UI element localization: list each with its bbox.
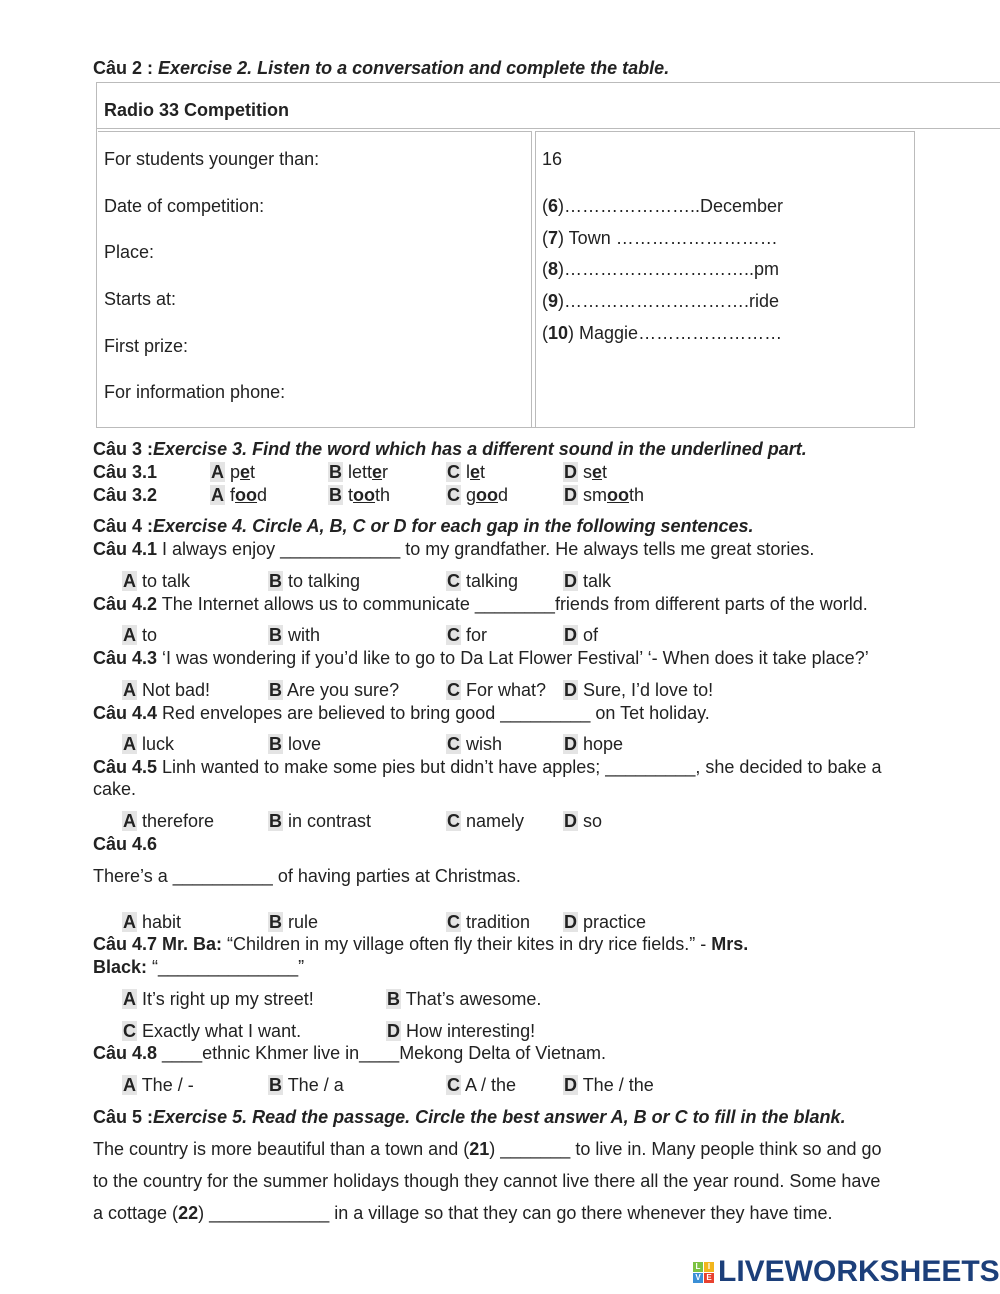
option-letter: C	[447, 462, 460, 482]
option-text: for	[466, 625, 488, 645]
option-text: d	[257, 485, 268, 505]
option-text: Exactly what I want.	[142, 1021, 302, 1041]
option-text: The / -	[141, 1075, 194, 1095]
option-text: For what?	[466, 680, 547, 700]
underlined-part: e	[372, 462, 383, 482]
answer-blank-6[interactable]: (6)…………………..December	[542, 196, 784, 216]
option-c[interactable]	[446, 911, 530, 933]
option-letter: B	[329, 485, 342, 505]
passage-line: to the country for the summer holidays though they cannot live there all the year round. Some have	[93, 1171, 881, 1191]
table-label: Starts at:	[104, 289, 177, 309]
option-letter: D	[564, 734, 577, 754]
table-label: Place:	[104, 242, 155, 262]
option-text: lett	[348, 462, 373, 482]
option-text: t	[348, 485, 354, 505]
option-c[interactable]	[446, 624, 487, 646]
question-4-8: Câu 4.8 ____ethnic Khmer live in____Mekong Delta of Vietnam.	[93, 1043, 606, 1063]
underlined-part: oo	[607, 485, 630, 505]
option-text: g	[466, 485, 477, 505]
underlined-part: e	[592, 462, 603, 482]
table-label: For information phone:	[104, 382, 286, 402]
option-letter: D	[564, 571, 577, 591]
option-letter: D	[564, 1075, 577, 1095]
option-d[interactable]	[563, 1074, 654, 1096]
option-d[interactable]	[563, 461, 607, 483]
option-b[interactable]	[268, 810, 371, 832]
table-label: For students younger than:	[104, 149, 320, 169]
option-a[interactable]	[122, 733, 174, 755]
question-4-5: Câu 4.5 Linh wanted to make some pies but didn’t have apples; _________, she decided to bake a	[93, 757, 882, 777]
option-text: f	[230, 485, 236, 505]
question-4-1: Câu 4.1 I always enjoy ____________ to my grandfather. He always tells me great stories.	[93, 539, 815, 559]
answer-blank-8[interactable]: (8)…………………………..pm	[542, 259, 780, 279]
liveworksheets-logo: L I V E LIVEWORKSHEETS	[693, 1255, 1000, 1289]
option-text: Not bad!	[142, 680, 211, 700]
option-letter: C	[447, 680, 460, 700]
option-a[interactable]	[122, 988, 314, 1010]
table-answer: 16	[542, 149, 563, 169]
option-text: t	[480, 462, 486, 482]
option-text: of	[583, 625, 599, 645]
option-text: practice	[583, 912, 647, 932]
question-label: Câu 3.1	[93, 462, 158, 482]
option-letter: A	[211, 462, 224, 482]
question-4-5-cont: cake.	[93, 779, 137, 799]
option-text: so	[583, 811, 603, 831]
option-text: The / a	[287, 1075, 344, 1095]
option-letter: C	[447, 811, 460, 831]
table-border	[914, 131, 915, 428]
option-letter: A	[123, 1075, 136, 1095]
option-letter: A	[123, 680, 136, 700]
option-d[interactable]	[386, 1020, 535, 1042]
answer-blank-9[interactable]: (9)………………………….ride	[542, 291, 780, 311]
table-border	[531, 131, 532, 428]
option-text: A / the	[465, 1075, 517, 1095]
option-b[interactable]	[386, 988, 541, 1010]
option-letter: C	[447, 485, 460, 505]
option-letter: C	[447, 912, 460, 932]
table-border	[96, 82, 1000, 83]
option-text: p	[230, 462, 241, 482]
option-letter: B	[269, 1075, 282, 1095]
option-text: s	[583, 462, 593, 482]
option-text: talk	[583, 571, 612, 591]
passage-line: The country is more beautiful than a town and (21) _______ to live in. Many people think so and go	[93, 1139, 882, 1159]
option-letter: C	[447, 1075, 460, 1095]
option-d[interactable]	[563, 570, 611, 592]
option-b[interactable]	[268, 1074, 344, 1096]
option-d[interactable]	[563, 733, 623, 755]
option-a[interactable]	[122, 911, 181, 933]
option-b[interactable]	[268, 679, 399, 701]
option-d[interactable]	[563, 810, 602, 832]
option-c[interactable]	[446, 810, 524, 832]
table-border	[96, 82, 97, 428]
table-label: First prize:	[104, 336, 189, 356]
option-letter: B	[329, 462, 342, 482]
option-d[interactable]	[563, 679, 713, 701]
answer-blank-10[interactable]: (10) Maggie……………………	[542, 323, 783, 343]
option-text: namely	[466, 811, 525, 831]
option-text: with	[288, 625, 321, 645]
q4-heading: Câu 4 :Exercise 4. Circle A, B, C or D for each gap in the following sentences.	[93, 516, 754, 536]
option-letter: A	[123, 989, 136, 1009]
option-letter: A	[123, 811, 136, 831]
option-letter: C	[123, 1021, 136, 1041]
underlined-part: oo	[353, 485, 376, 505]
option-letter: B	[269, 625, 282, 645]
option-letter: D	[564, 680, 577, 700]
table-label: Date of competition:	[104, 196, 265, 216]
option-d[interactable]	[563, 624, 598, 646]
q5-heading: Câu 5 :Exercise 5. Read the passage. Circle the best answer A, B or C to fill in the blank.	[93, 1107, 846, 1127]
option-text: Are you sure?	[287, 680, 400, 700]
option-text: talking	[466, 571, 519, 591]
option-text: to talking	[288, 571, 361, 591]
option-letter: B	[269, 734, 282, 754]
table-border	[98, 131, 532, 132]
option-letter: B	[269, 811, 282, 831]
table-border	[535, 131, 915, 132]
option-letter: D	[564, 811, 577, 831]
option-text: hope	[583, 734, 624, 754]
option-letter: A	[123, 734, 136, 754]
option-b[interactable]	[328, 461, 388, 483]
table-title: Radio 33 Competition	[104, 100, 290, 120]
option-text: to	[142, 625, 158, 645]
option-c[interactable]	[446, 679, 546, 701]
option-c[interactable]	[446, 484, 508, 506]
option-a[interactable]	[122, 810, 214, 832]
table-border	[96, 128, 1000, 129]
option-b[interactable]	[268, 624, 320, 646]
question-4-2: Câu 4.2 The Internet allows us to communicate ________friends from different parts of the world.	[93, 594, 868, 614]
option-text: th	[375, 485, 391, 505]
option-letter: B	[269, 571, 282, 591]
option-text: d	[498, 485, 509, 505]
option-letter: B	[269, 680, 282, 700]
passage-line: a cottage (22) ____________ in a village so that they can go there whenever they have time.	[93, 1203, 833, 1223]
q2-heading: Câu 2 : Exercise 2. Listen to a conversation and complete the table.	[93, 58, 670, 78]
option-text: love	[288, 734, 322, 754]
option-letter: C	[447, 571, 460, 591]
option-letter: D	[564, 462, 577, 482]
option-b[interactable]	[268, 733, 321, 755]
underlined-part: oo	[235, 485, 258, 505]
question-4-3: Câu 4.3 ‘I was wondering if you’d like to go to Da Lat Flower Festival’ ‘- When does it take place?’	[93, 648, 869, 668]
option-letter: C	[447, 734, 460, 754]
table-border	[535, 131, 536, 428]
question-label: Câu 3.2	[93, 485, 158, 505]
option-text: t	[250, 462, 256, 482]
question-4-6: There’s a __________ of having parties at Christmas.	[93, 866, 521, 886]
option-a[interactable]	[122, 570, 190, 592]
option-text: sm	[583, 485, 608, 505]
option-text: in contrast	[288, 811, 372, 831]
option-a[interactable]	[210, 484, 267, 506]
option-text: therefore	[142, 811, 215, 831]
option-letter: D	[387, 1021, 400, 1041]
option-c[interactable]	[446, 461, 485, 483]
option-letter: B	[387, 989, 400, 1009]
option-b[interactable]	[268, 570, 360, 592]
option-text: t	[602, 462, 608, 482]
option-letter: D	[564, 625, 577, 645]
option-b[interactable]	[268, 911, 318, 933]
option-c[interactable]	[446, 1074, 516, 1096]
option-text: It’s right up my street!	[142, 989, 314, 1009]
option-letter: A	[123, 571, 136, 591]
option-d[interactable]	[563, 911, 646, 933]
option-letter: D	[564, 485, 577, 505]
option-letter: A	[123, 912, 136, 932]
table-border	[96, 427, 915, 428]
answer-blank-7[interactable]: (7) Town ………………………	[542, 228, 778, 248]
question-4-6-label: Câu 4.6	[93, 834, 158, 854]
question-4-7-cont: Black: “______________”	[93, 957, 305, 977]
option-a[interactable]	[122, 624, 157, 646]
option-text: habit	[142, 912, 182, 932]
option-letter: B	[269, 912, 282, 932]
option-letter: C	[447, 625, 460, 645]
option-text: th	[629, 485, 645, 505]
option-d[interactable]	[563, 484, 644, 506]
underlined-part: e	[470, 462, 481, 482]
underlined-part: e	[240, 462, 251, 482]
option-text: wish	[466, 734, 503, 754]
q3-heading: Câu 3 :Exercise 3. Find the word which has a different sound in the underlined part.	[93, 439, 807, 459]
option-a[interactable]	[122, 1074, 194, 1096]
option-letter: A	[123, 625, 136, 645]
option-c[interactable]	[122, 1020, 301, 1042]
option-text: to talk	[142, 571, 191, 591]
option-text: The / the	[582, 1075, 654, 1095]
option-b[interactable]	[328, 484, 390, 506]
option-letter: D	[564, 912, 577, 932]
question-4-7: Câu 4.7 Mr. Ba: “Children in my village often fly their kites in dry rice fields.” - Mrs.	[93, 934, 749, 954]
logo-icon: L I V E	[693, 1262, 714, 1283]
question-4-4: Câu 4.4 Red envelopes are believed to bring good _________ on Tet holiday.	[93, 703, 710, 723]
option-a[interactable]	[122, 679, 210, 701]
option-text: rule	[288, 912, 319, 932]
option-a[interactable]	[210, 461, 255, 483]
option-text: luck	[142, 734, 175, 754]
option-text: How interesting!	[406, 1021, 536, 1041]
underlined-part: oo	[476, 485, 499, 505]
option-text: tradition	[466, 912, 531, 932]
option-c[interactable]	[446, 733, 502, 755]
option-text: Sure, I’d love to!	[583, 680, 714, 700]
option-c[interactable]	[446, 570, 518, 592]
option-text: l	[466, 462, 471, 482]
option-text: That’s awesome.	[405, 989, 542, 1009]
option-letter: A	[211, 485, 224, 505]
option-text: r	[382, 462, 389, 482]
